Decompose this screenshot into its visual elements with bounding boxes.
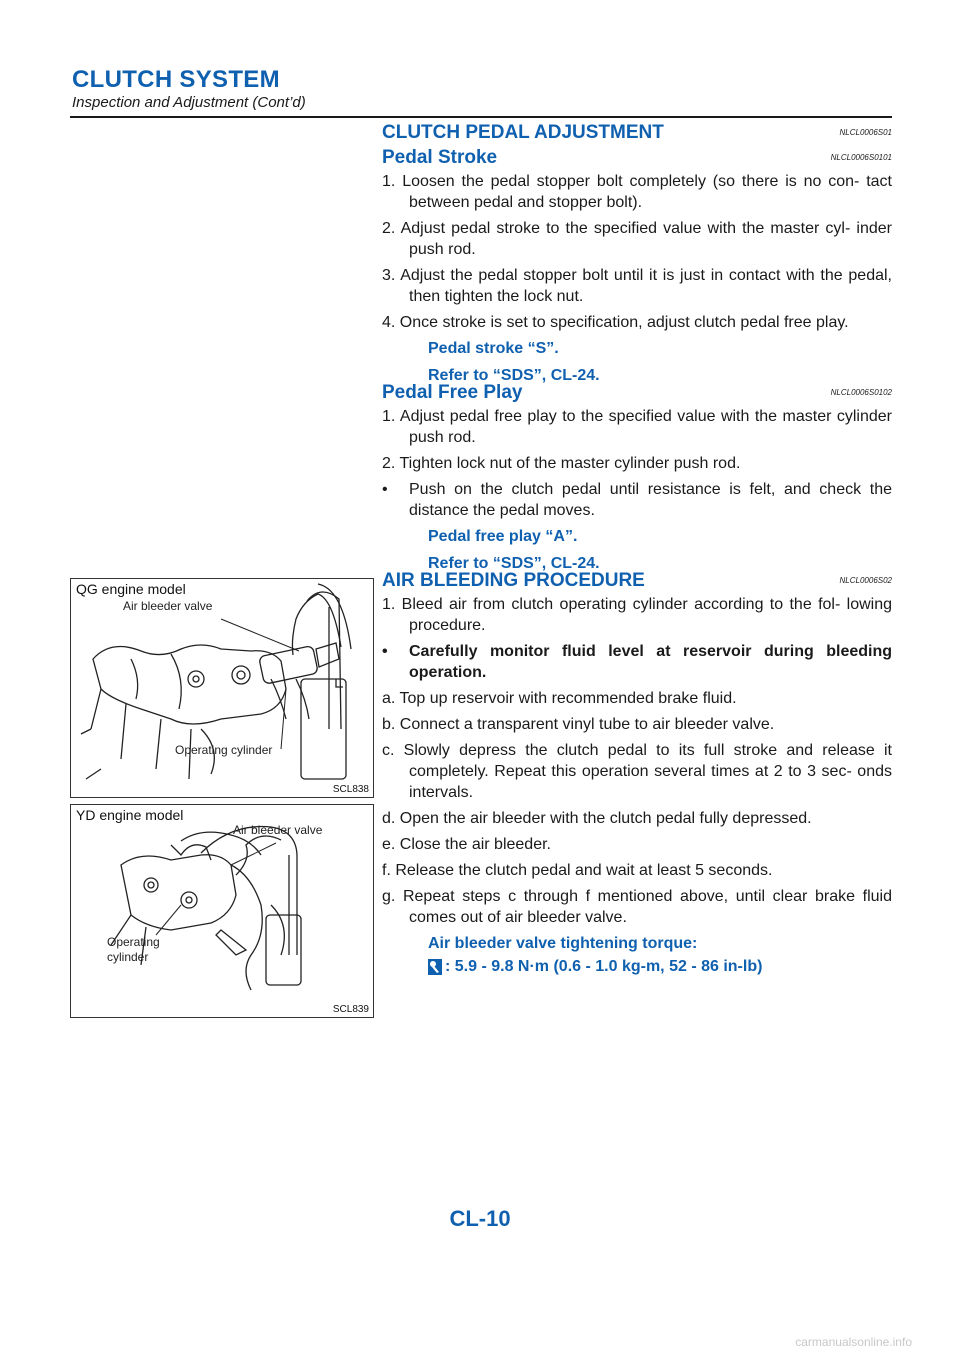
label-air-bleeder-valve: Air bleeder valve — [123, 599, 213, 613]
pedal-adjustment-heading: CLUTCH PEDAL ADJUSTMENT NLCL0006S01 — [382, 122, 892, 143]
air-bleeding-substep-g: g. Repeat steps c through f mentioned above, until clear brake fluid comes out of air bleeder valve. — [382, 888, 892, 926]
air-bleeding-substep-e: e. Close the air bleeder. — [382, 836, 551, 853]
pedal-stroke-step-2: 2. Adjust pedal stroke to the specified value with the master cyl- inder push rod. — [382, 220, 892, 258]
pedal-free-play-heading: Pedal Free Play NLCL0006S0102 — [382, 382, 892, 403]
torque-value-line — [382, 956, 892, 977]
figure-title: YD engine model — [76, 807, 184, 823]
figure-yd-engine — [70, 804, 374, 1018]
air-bleeding-substep-d: d. Open the air bleeder with the clutch pedal fully depressed. — [382, 810, 812, 827]
pedal-stroke-sds-ref: Refer to “SDS”, CL-24. — [428, 367, 600, 384]
pedal-stroke-step-4: 4. Once stroke is set to specification, adjust clutch pedal free play. — [382, 314, 849, 331]
figure-code: SCL838 — [332, 784, 369, 795]
header-divider — [70, 116, 892, 118]
label-operating-cylinder: Operating cylinder — [107, 935, 160, 964]
torque-value: : 5.9 - 9.8 N·m (0.6 - 1.0 kg-m, 52 - 86 in-lb) — [445, 958, 763, 975]
section-code: NLCL0006S0102 — [830, 388, 892, 397]
page-header-subtitle: Inspection and Adjustment (Cont’d) — [72, 94, 306, 111]
air-bleeding-substep-a: a. Top up reservoir with recommended brake fluid. — [382, 690, 737, 707]
section-code: NLCL0006S02 — [839, 576, 892, 585]
page-number: CL-10 — [449, 1206, 511, 1231]
air-bleeding-step-1: 1. Bleed air from clutch operating cylinder according to the fol- lowing procedure. — [382, 596, 892, 634]
pedal-stroke-spec: Pedal stroke “S”. — [428, 340, 559, 357]
figure-title: QG engine model — [76, 581, 186, 597]
label-air-bleeder-valve: Air bleeder valve — [233, 823, 323, 837]
pedal-stroke-step-1: 1. Loosen the pedal stopper bolt completely (so there is no con- tact between pedal and stopper bolt). — [382, 173, 892, 211]
free-play-sds-ref: Refer to “SDS”, CL-24. — [428, 555, 600, 572]
page-header-title: CLUTCH SYSTEM — [72, 66, 280, 93]
air-bleeding-substep-f: f. Release the clutch pedal and wait at least 5 seconds. — [382, 862, 773, 879]
air-bleeding-substep-c: c. Slowly depress the clutch pedal to its full stroke and release it completely. Repeat this operation several times at 2 to 3 sec- onds intervals. — [382, 742, 892, 801]
torque-label: Air bleeder valve tightening torque: — [428, 935, 698, 952]
air-bleeding-caution: • Carefully monitor fluid level at reservoir during bleeding operation. — [382, 643, 892, 681]
bullet-mark: • — [382, 481, 388, 498]
figure-qg-engine — [70, 578, 374, 798]
torque-wrench-icon — [428, 959, 442, 975]
qg-engine-illustration — [71, 579, 375, 799]
pedal-free-play-section — [382, 382, 892, 580]
pedal-adjustment-section — [382, 122, 892, 392]
figure-code: SCL839 — [332, 1004, 369, 1015]
pedal-stroke-heading: Pedal Stroke NLCL0006S0101 — [382, 147, 892, 168]
free-play-bullet: • Push on the clutch pedal until resistance is felt, and check the distance the pedal moves. — [382, 481, 892, 519]
label-operating-cylinder: Operating cylinder — [175, 743, 273, 757]
air-bleeding-substep-b: b. Connect a transparent vinyl tube to air bleeder valve. — [382, 716, 775, 733]
pedal-stroke-step-3: 3. Adjust the pedal stopper bolt until it is just in contact with the pedal, then tighten the lock nut. — [382, 267, 892, 305]
free-play-spec: Pedal free play “A”. — [428, 528, 578, 545]
free-play-step-1: 1. Adjust pedal free play to the specified value with the master cylinder push rod. — [382, 408, 892, 446]
section-code: NLCL0006S01 — [839, 128, 892, 137]
air-bleeding-heading: AIR BLEEDING PROCEDURE NLCL0006S02 — [382, 570, 892, 591]
yd-engine-illustration — [71, 805, 375, 1019]
free-play-step-2: 2. Tighten lock nut of the master cylinder push rod. — [382, 455, 741, 472]
air-bleeding-section — [382, 570, 892, 977]
watermark: carmanualsonline.info — [795, 1335, 912, 1349]
section-code: NLCL0006S0101 — [830, 153, 892, 162]
bullet-mark: • — [382, 643, 388, 660]
